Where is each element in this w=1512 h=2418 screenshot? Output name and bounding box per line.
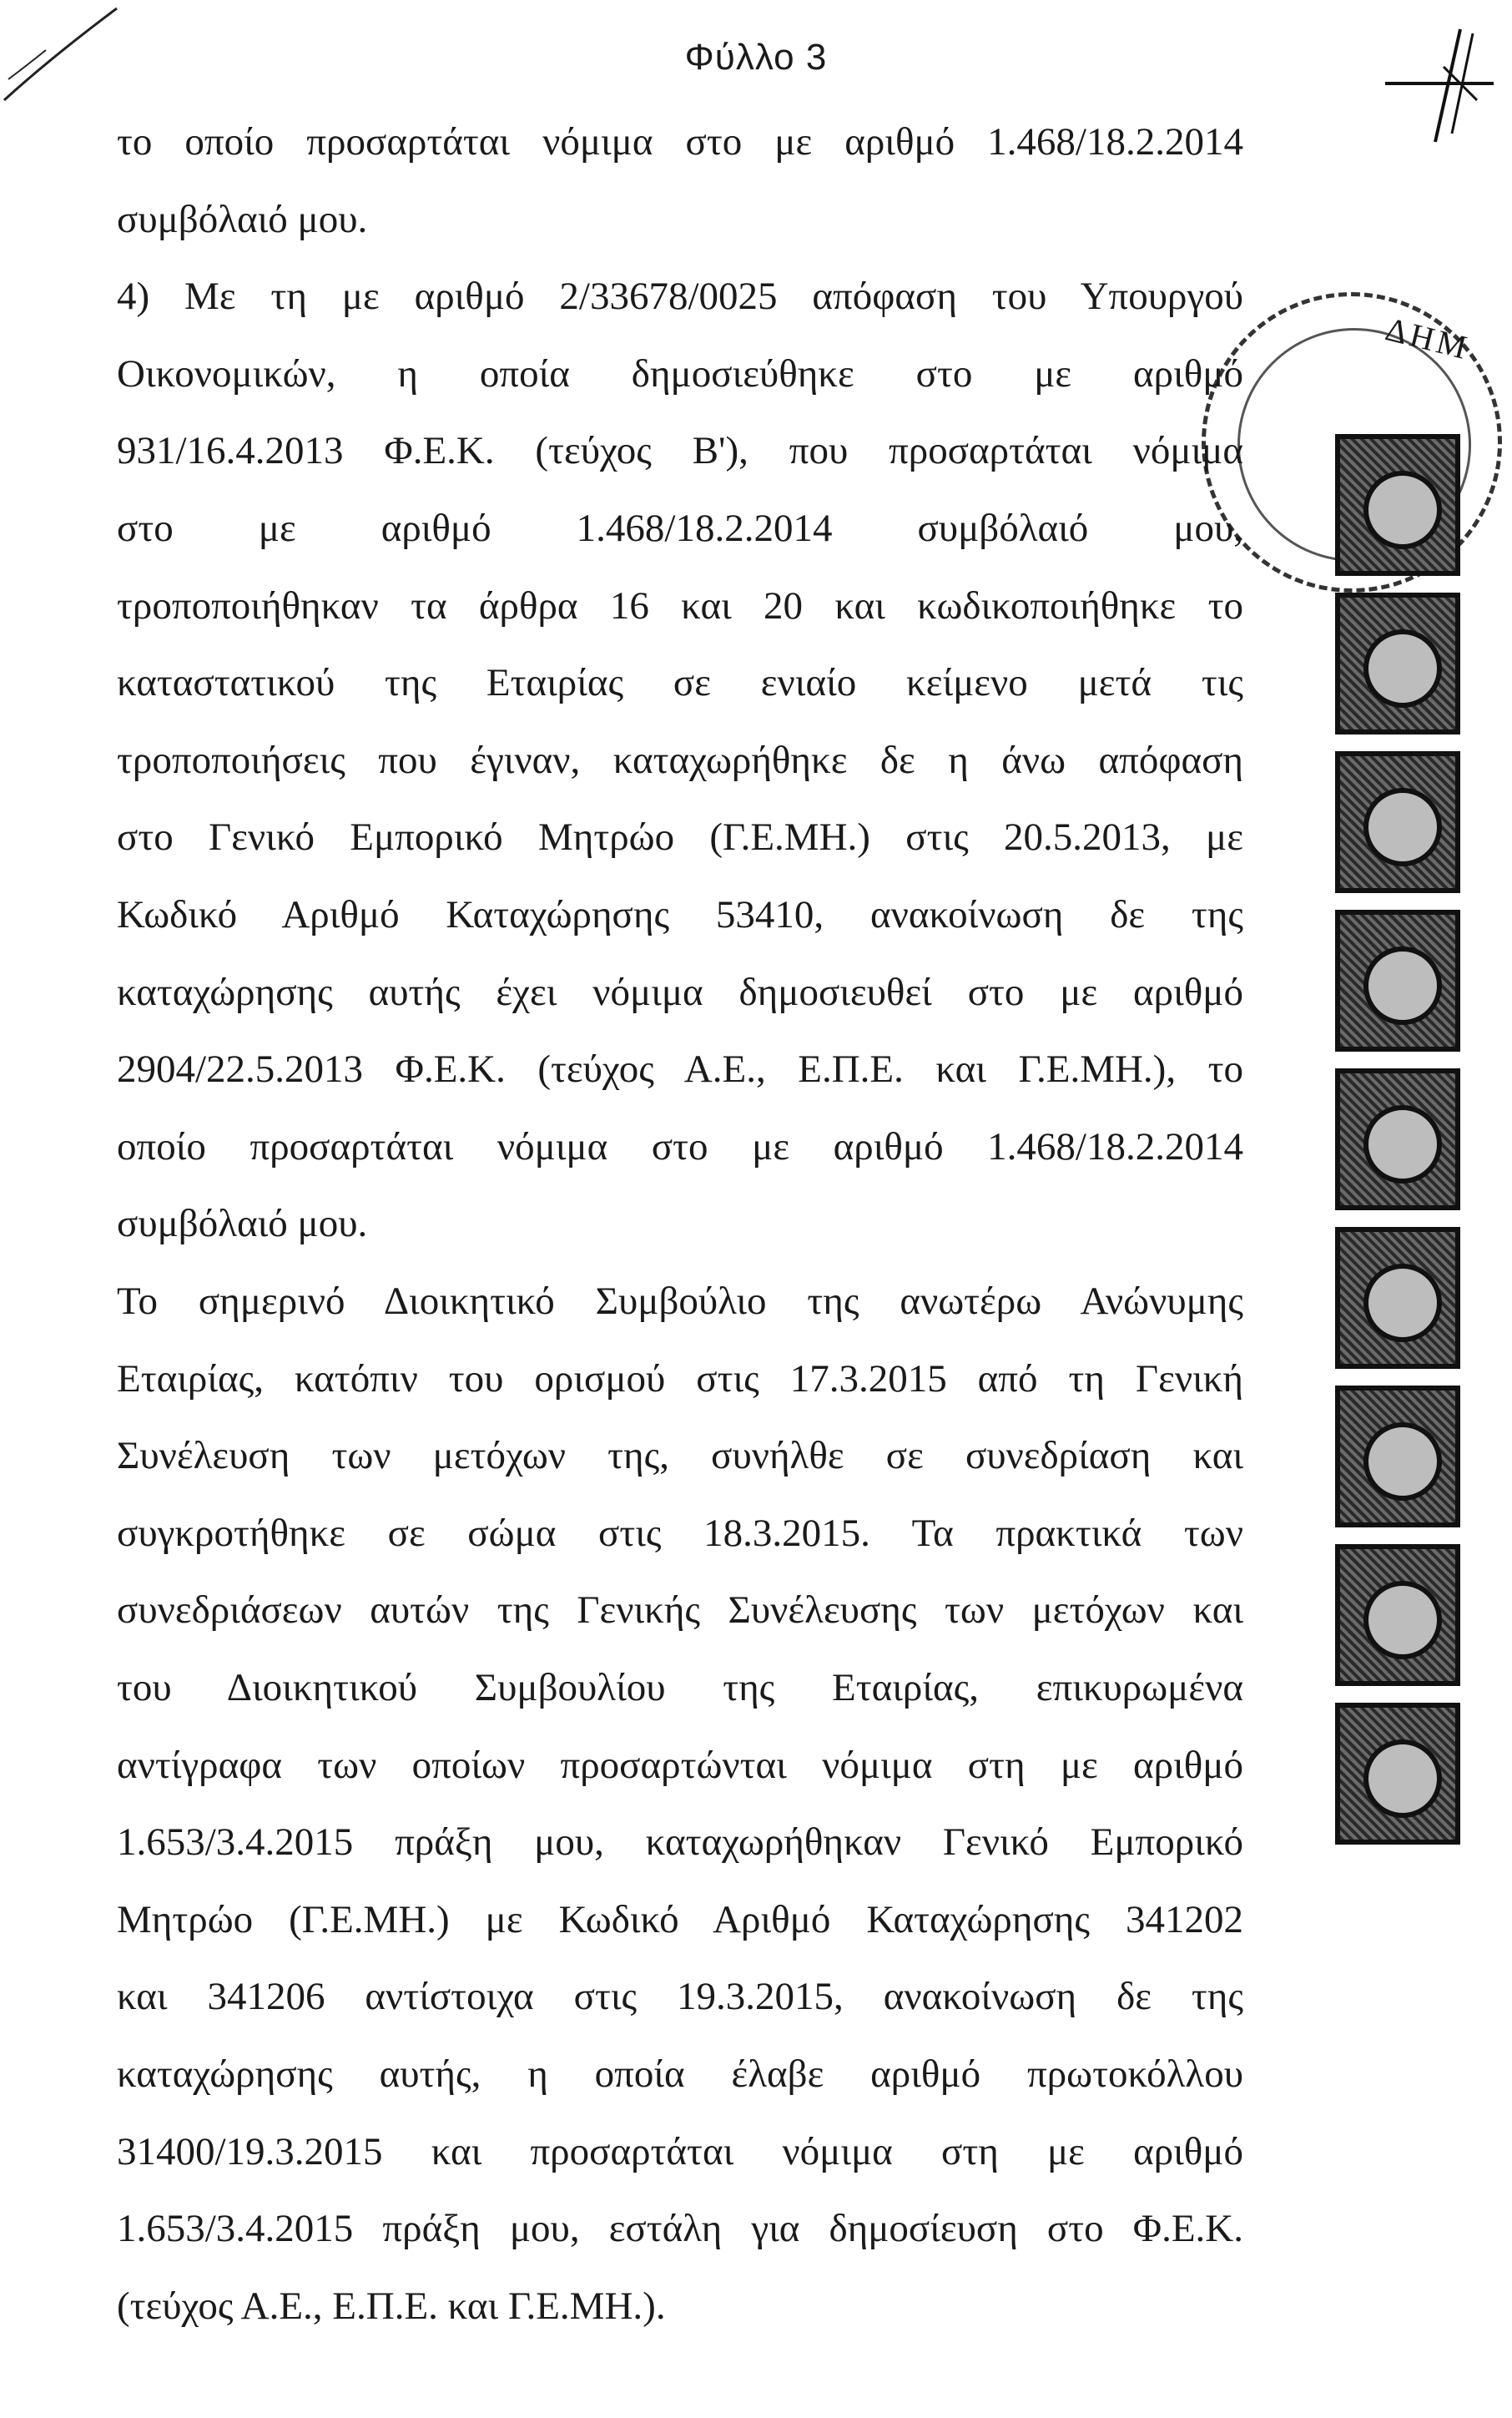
text-line: τροποποιήθηκαν τα άρθρα 16 και 20 και κωδικοποιήθηκε το <box>117 584 1243 628</box>
text-line: και 341206 αντίστοιχα στις 19.3.2015, ανακοίνωση δε της <box>117 1975 1243 2018</box>
text-line: 931/16.4.2013 Φ.Ε.Κ. (τεύχος Β'), που προσαρτάται νόμιμα <box>117 429 1243 472</box>
text-line: Κωδικό Αριθμό Καταχώρησης 53410, ανακοίνωση δε της <box>117 893 1243 936</box>
text-line: καταχώρησης αυτής, η οποία έλαβε αριθμό πρωτοκόλλου <box>117 2052 1243 2096</box>
text-line: καταχώρησης αυτής έχει νόμιμα δημοσιευθεί στο με αριθμό <box>117 971 1243 1014</box>
text-line: καταστατικού της Εταιρίας σε ενιαίο κείμενο μετά τις <box>117 661 1243 704</box>
text-line: συγκροτήθηκε σε σώμα στις 18.3.2015. Τα πρακτικά των <box>117 1512 1243 1555</box>
revenue-stamp <box>1335 1227 1460 1369</box>
revenue-stamp <box>1335 910 1460 1052</box>
signature-mark <box>1368 17 1502 150</box>
text-line: Οικονομικών, η οποία δημοσιεύθηκε στο με αριθμό <box>117 352 1243 396</box>
revenue-stamp <box>1335 1544 1460 1686</box>
text-line: τροποποιήσεις που έγιναν, καταχωρήθηκε δε η άνω απόφαση <box>117 739 1243 782</box>
text-line: Μητρώο (Γ.Ε.ΜΗ.) με Κωδικό Αριθμό Καταχώρησης 341202 <box>117 1898 1243 1941</box>
seal-lettering: ΔΗΜ <box>1382 310 1474 367</box>
text-line: στο με αριθμό 1.468/18.2.2014 συμβόλαιό μου, <box>117 507 1243 550</box>
sheet-number: Φύλλο 3 <box>684 37 828 78</box>
revenue-stamp <box>1335 593 1460 734</box>
text-line: συμβόλαιό μου. <box>117 1202 368 1245</box>
text-line: (τεύχος Α.Ε., Ε.Π.Ε. και Γ.Ε.ΜΗ.). <box>117 2284 666 2328</box>
text-line: 1.653/3.4.2015 πράξη μου, καταχωρήθηκαν Γενικό Εμπορικό <box>117 1820 1243 1864</box>
revenue-stamp <box>1335 751 1460 893</box>
text-line: 2904/22.5.2013 Φ.Ε.Κ. (τεύχος Α.Ε., Ε.Π.Ε. και Γ.Ε.ΜΗ.), το <box>117 1047 1243 1091</box>
revenue-stamp <box>1335 1703 1460 1845</box>
text-line: αντίγραφα των οποίων προσαρτώνται νόμιμα στη με αριθμό <box>117 1744 1243 1787</box>
text-line: οποίο προσαρτάται νόμιμα στο με αριθμό 1.468/18.2.2014 <box>117 1125 1243 1169</box>
revenue-stamp <box>1335 1068 1460 1210</box>
revenue-stamps-column <box>1310 434 1494 1953</box>
text-line: 31400/19.3.2015 και προσαρτάται νόμιμα στη με αριθμό <box>117 2130 1243 2173</box>
text-line: Συνέλευση των μετόχων της, συνήλθε σε συνεδρίαση και <box>117 1434 1243 1477</box>
text-line: 4) Με τη με αριθμό 2/33678/0025 απόφαση του Υπουργού <box>117 275 1243 318</box>
text-line: συνεδριάσεων αυτών της Γενικής Συνέλευσης των μετόχων και <box>117 1588 1243 1632</box>
text-line: το οποίο προσαρτάται νόμιμα στο με αριθμό 1.468/18.2.2014 <box>117 120 1243 164</box>
text-line: στο Γενικό Εμπορικό Μητρώο (Γ.Ε.ΜΗ.) στις 20.5.2013, με <box>117 815 1243 859</box>
revenue-stamp <box>1335 434 1460 576</box>
text-line: του Διοικητικού Συμβουλίου της Εταιρίας, επικυρωμένα <box>117 1666 1243 1709</box>
text-line: 1.653/3.4.2015 πράξη μου, εστάλη για δημοσίευση στο Φ.Ε.Κ. <box>117 2207 1243 2250</box>
text-line: Εταιρίας, κατόπιν του ορισμού στις 17.3.2015 από τη Γενική <box>117 1357 1243 1401</box>
revenue-stamp <box>1335 1386 1460 1527</box>
text-line: συμβόλαιό μου. <box>117 198 368 241</box>
text-line: Το σημερινό Διοικητικό Συμβούλιο της ανωτέρω Ανώνυμης <box>117 1280 1243 1323</box>
